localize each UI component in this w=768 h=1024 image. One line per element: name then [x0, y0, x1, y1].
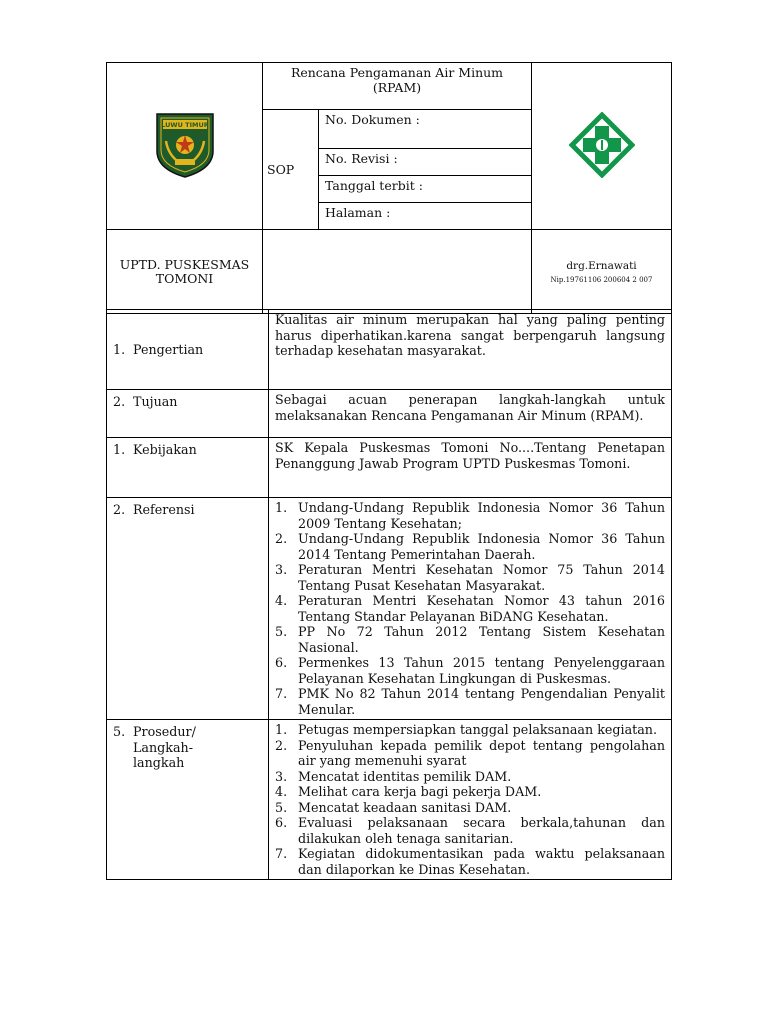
document-title: Rencana Pengamanan Air Minum	[290, 65, 504, 80]
section-number: 2.	[113, 394, 126, 409]
luwu-timur-crest-icon	[154, 111, 216, 179]
signer-name: drg.Ernawati	[566, 259, 637, 272]
procedure-step: 4. Melihat cara kerja bagi pekerja DAM.	[275, 784, 542, 799]
section-label-tujuan	[107, 390, 269, 438]
section-label-prosedur	[107, 720, 269, 880]
procedure-step: 5. Mencatat keadaan sanitasi DAM.	[275, 799, 512, 815]
section-list-prosedur	[269, 720, 672, 880]
procedure-step: 2. Penyuluhan kepada pemilik depot tentang pengolahan air yang memenuhi syarat	[275, 737, 665, 768]
reference-item: 6. Permenkes 13 Tahun 2015 tentang Penyelenggaraan Pelayanan Kesehatan Lingkungan di Puskesmas.	[275, 655, 665, 686]
organization-location: TOMONI	[155, 270, 214, 286]
sop-label: SOP	[263, 110, 319, 230]
section-title: Tujuan	[133, 394, 178, 409]
header-table	[106, 62, 672, 314]
section-number: 2.	[113, 502, 126, 517]
section-text-kebijakan: SK Kepala Puskesmas Tomoni No....Tentang Penetapan Penanggung Jawab Program UPTD Puskesmas Tomoni.	[269, 438, 672, 498]
section-number: 5.	[113, 724, 126, 739]
regency-logo-cell	[107, 63, 263, 230]
reference-item: 4. Peraturan Mentri Kesehatan Nomor 43 tahun 2016 Tentang Standar Pelayanan BiDANG Kesehatan.	[275, 593, 665, 624]
section-list-referensi	[269, 498, 672, 720]
section-number: 1.	[113, 341, 126, 357]
reference-item: 7. PMK No 82 Tahun 2014 tentang Pengendalian Penyalit Menular.	[275, 686, 665, 717]
approval-empty-cell	[263, 230, 532, 314]
reference-item: 3. Peraturan Mentri Kesehatan Nomor 75 Tahun 2014 Tentang Pusat Kesehatan Masyarakat.	[275, 562, 665, 593]
section-title-line2: Langkah-	[133, 739, 193, 755]
reference-item: 2. Undang-Undang Republik Indonesia Nomor 36 Tahun 2014 Tentang Pemerintahan Daerah.	[275, 531, 665, 562]
section-title-line3: langkah	[133, 755, 185, 770]
section-title: Referensi	[133, 502, 195, 517]
section-number: 1.	[113, 442, 126, 457]
field-no-revisi: No. Revisi :	[319, 149, 532, 176]
section-title: Kebijakan	[133, 442, 197, 457]
signature-cell	[532, 230, 672, 314]
section-label-pengertian	[107, 310, 269, 390]
procedure-step: 3. Mencatat identitas pemilik DAM.	[275, 768, 512, 784]
crest-banner-text: LUWU TIMUR	[160, 120, 209, 129]
section-label-kebijakan	[107, 438, 269, 498]
organization-name: UPTD. PUSKESMAS	[119, 256, 250, 272]
section-title: Prosedur/	[133, 724, 196, 739]
section-label-referensi	[107, 498, 269, 720]
section-title: Pengertian	[133, 341, 204, 357]
procedure-step: 6. Evaluasi pelaksanaan secara berkala,tahunan dan dilakukan oleh tenaga sanitarian.	[275, 815, 665, 846]
puskesmas-logo-cell	[532, 63, 672, 230]
content-table	[106, 309, 672, 880]
field-no-dokumen: No. Dokumen :	[319, 110, 532, 149]
procedure-step: 1. Petugas mempersiapkan tanggal pelaksanaan kegiatan.	[275, 722, 658, 737]
field-halaman: Halaman :	[319, 203, 532, 230]
reference-item: 1. Undang-Undang Republik Indonesia Nomor 36 Tahun 2009 Tentang Kesehatan;	[275, 500, 665, 531]
organization-cell	[107, 230, 263, 314]
section-text-tujuan: Sebagai acuan penerapan langkah-langkah untuk melaksanakan Rencana Pengamanan Air Minum (RPAM).	[269, 390, 672, 438]
field-tanggal-terbit: Tanggal terbit :	[319, 176, 532, 203]
reference-item: 5. PP No 72 Tahun 2012 Tentang Sistem Kesehatan Nasional.	[275, 624, 665, 655]
procedure-step: 7. Kegiatan didokumentasikan pada waktu pelaksanaan dan dilaporkan ke Dinas Kesehatan.	[275, 846, 665, 877]
section-text-pengertian: Kualitas air minum merupakan hal yang paling penting harus diperhatikan.karena sangat berpengaruh langsung terhadap kesehatan masyarakat.	[269, 310, 672, 390]
document-title-cell	[263, 63, 532, 110]
signer-nip: Nip.19761106 200604 2 007	[550, 275, 653, 284]
document-title-abbrev: (RPAM)	[372, 80, 422, 95]
puskesmas-logo-icon	[569, 112, 635, 178]
